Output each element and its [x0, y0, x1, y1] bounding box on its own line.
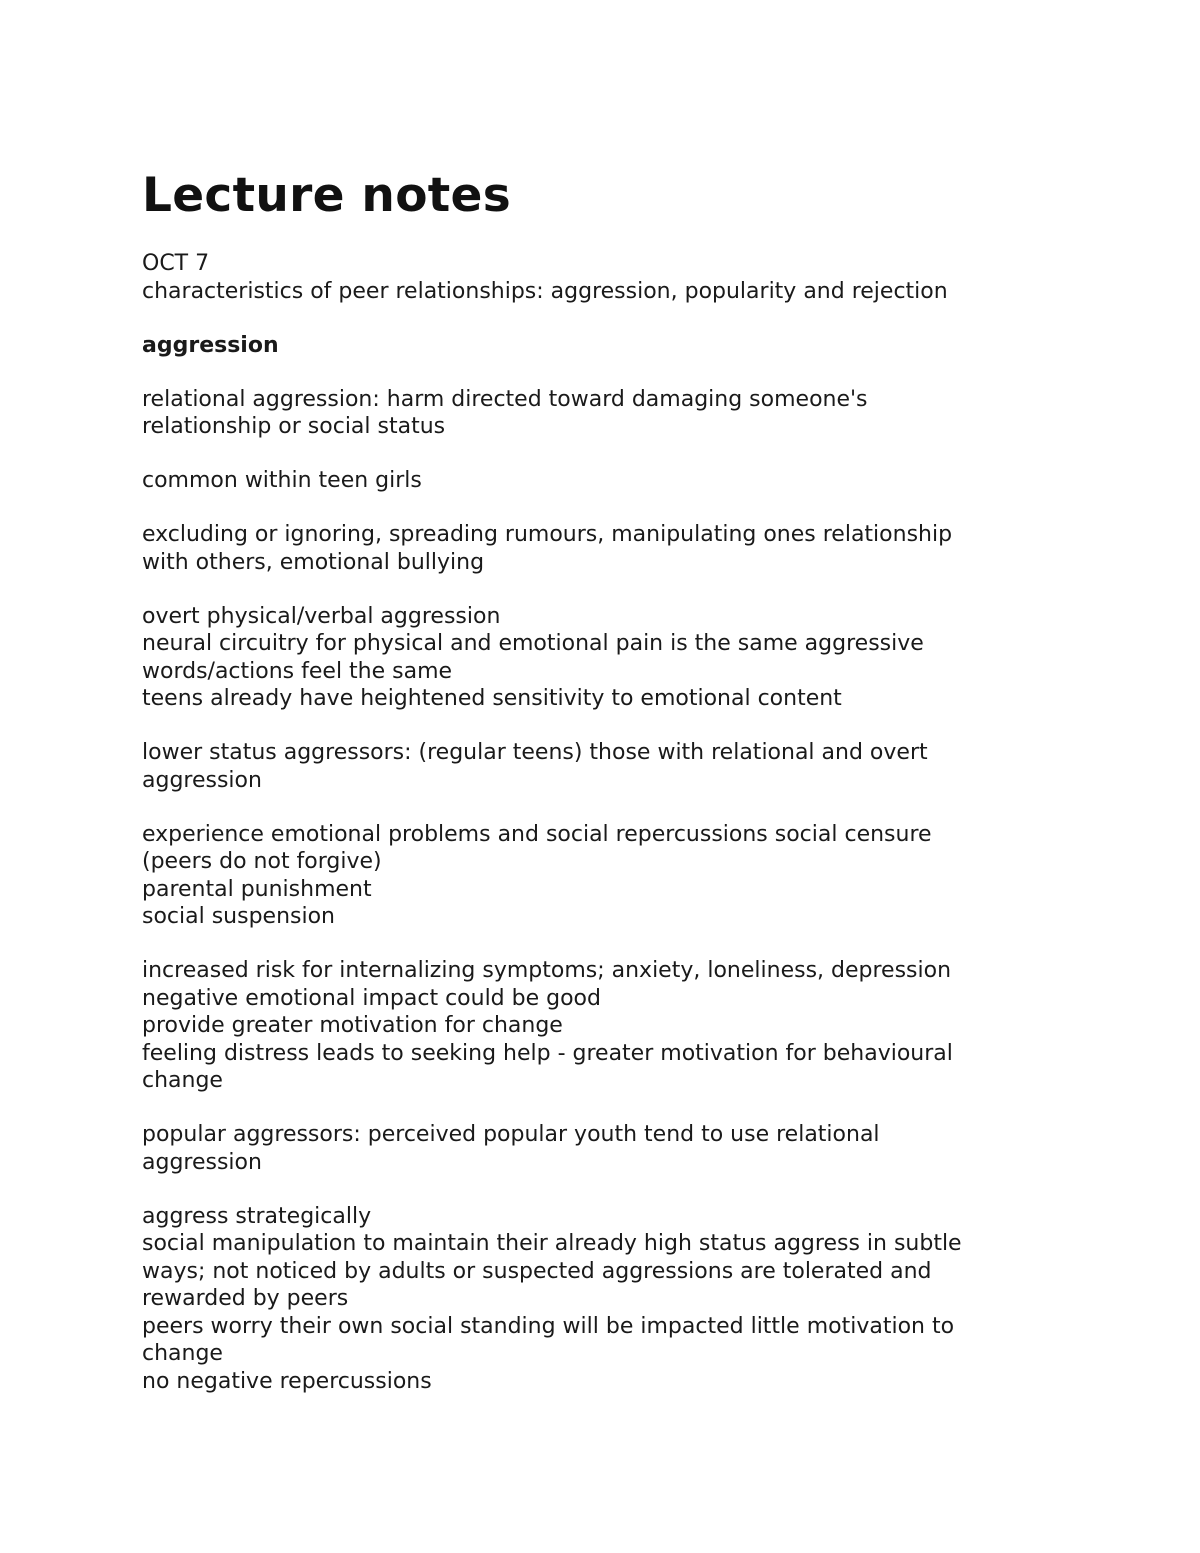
topic-line: characteristics of peer relationships: aggression, popularity and rejection: [142, 278, 948, 304]
text-line: peers worry their own social standing will be impacted little motivation to: [142, 1313, 955, 1339]
spacer: [142, 1095, 1042, 1122]
spacer: [142, 305, 1042, 332]
text-line: aggress strategically: [142, 1203, 372, 1229]
text-line: (peers do not forgive): [142, 849, 382, 874]
text-line: negative emotional impact could be good: [142, 985, 601, 1011]
spacer: [142, 794, 1042, 821]
text-line: provide greater motivation for change: [142, 1013, 563, 1038]
spacer: [142, 441, 1042, 468]
text-line: ways; not noticed by adults or suspected aggressions are tolerated and: [142, 1258, 932, 1284]
date-line: OCT 7: [142, 251, 210, 276]
paragraph: [142, 1121, 1042, 1176]
text-line: change: [142, 1341, 223, 1366]
text-line: parental punishment: [142, 876, 372, 902]
spacer: [142, 495, 1042, 522]
text-line: aggression: [142, 767, 262, 793]
paragraph: [142, 739, 1042, 794]
spacer: [142, 1176, 1042, 1203]
spacer: [142, 931, 1042, 958]
text-line: social manipulation to maintain their already high status aggress in subtle: [142, 1231, 962, 1256]
spacer: [142, 713, 1042, 740]
paragraph: [142, 957, 1042, 1095]
text-line: experience emotional problems and social repercussions social censure: [142, 821, 932, 847]
paragraph: [142, 603, 1042, 713]
text-line: no negative repercussions: [142, 1368, 432, 1394]
text-line: popular aggressors: perceived popular youth tend to use relational: [142, 1122, 880, 1147]
text-line: excluding or ignoring, spreading rumours, manipulating ones relationship: [142, 522, 953, 547]
paragraph: [142, 821, 1042, 931]
page-title: Lecture notes: [142, 168, 511, 223]
text-line: lower status aggressors: (regular teens) those with relational and overt: [142, 740, 928, 765]
spacer: [142, 576, 1042, 603]
paragraph: [142, 521, 1042, 576]
text-line: rewarded by peers: [142, 1286, 349, 1311]
text-line: neural circuitry for physical and emotional pain is the same aggressive: [142, 631, 924, 656]
text-line: relational aggression: harm directed toward damaging someone's: [142, 386, 868, 412]
text-line: change: [142, 1068, 223, 1093]
text-line: relationship or social status: [142, 414, 446, 439]
spacer: [142, 359, 1042, 386]
text-line: with others, emotional bullying: [142, 549, 485, 575]
section-heading: aggression: [142, 332, 279, 358]
text-line: words/actions feel the same: [142, 658, 453, 684]
text-line: increased risk for internalizing symptoms; anxiety, loneliness, depression: [142, 958, 952, 983]
paragraph: [142, 1203, 1042, 1396]
text-line: social suspension: [142, 904, 336, 929]
text-line: overt physical/verbal aggression: [142, 603, 501, 629]
paragraph: [142, 386, 1042, 441]
text-line: common within teen girls: [142, 468, 422, 493]
text-line: aggression: [142, 1149, 262, 1175]
text-line: teens already have heightened sensitivity to emotional content: [142, 686, 842, 711]
notes-body: [142, 250, 1042, 1395]
text-line: feeling distress leads to seeking help - greater motivation for behavioural: [142, 1040, 953, 1066]
paragraph: [142, 467, 1042, 495]
